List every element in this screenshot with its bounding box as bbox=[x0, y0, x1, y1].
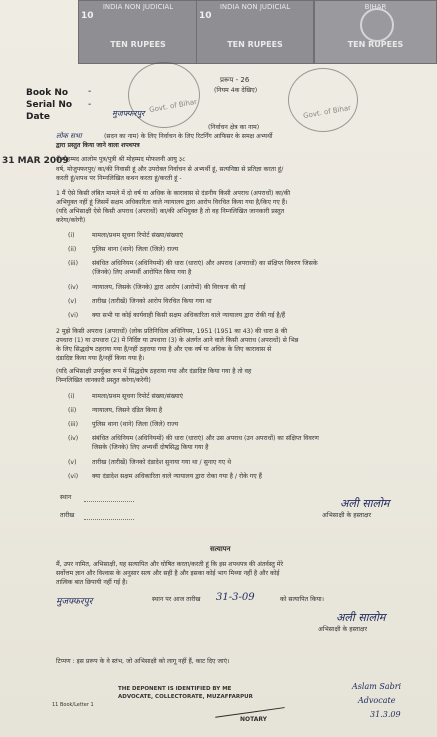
stamp-label: INDIA NON JUDICIAL bbox=[219, 3, 291, 11]
advocate-title: Advocate bbox=[358, 696, 396, 705]
verification-place: मुजफ्फरपुर bbox=[56, 597, 93, 607]
para1-item-text: मामला/प्रथम सूचना रिपोर्ट संख्या/संख्याएं bbox=[92, 232, 183, 239]
notary-line-2: ADVOCATE, COLLECTORATE, MUZAFFARPUR bbox=[118, 694, 253, 700]
para2-item-text: तारीख (तारीखें) जिनको दंडादेश सुनाया गया था / सुनाए गए थे bbox=[92, 459, 232, 466]
stamp-label: BIHAR bbox=[364, 3, 387, 11]
date-value: मुजफ्फरपुर bbox=[112, 109, 145, 118]
para1-item-text: (जिनके) लिए अभ्यर्थी आरोपित किया गया है bbox=[92, 269, 192, 276]
intro-line-2: द्वारा प्रस्तुत किया जाने वाला शपथपत्र bbox=[56, 142, 140, 149]
verification-line: मैं, उपर नामित, अभिसाक्षी, यह सत्यापित और घोषित करता/करती हूं कि इस शपथपत्र की अंतर्वस्तु मेरे bbox=[56, 561, 284, 568]
deponent-signature-1: अली सालोम bbox=[340, 497, 390, 510]
signature-caption-1: अभिसाक्षी के हस्ताक्षर bbox=[322, 512, 371, 519]
stamp-value: TEN RUPEES bbox=[227, 40, 283, 49]
para2-item-num: (iv) bbox=[68, 435, 79, 442]
date-line bbox=[84, 519, 134, 520]
verification-line-text: स्थान पर आज तारीख bbox=[152, 596, 201, 603]
book-no-label: Book No bbox=[26, 88, 69, 98]
statement-line: करती हूं/शपथ पर निम्नलिखित कथन करता हूं/करती हूं - bbox=[56, 175, 182, 182]
para1-item-num: (vi) bbox=[68, 312, 79, 319]
date-label-bottom: तारीख bbox=[60, 512, 75, 519]
para2-line: (यदि अभिसाक्षी उपर्युक्त रूप में सिद्धदोष ठहराया गया और दंडादिष्ट किया गया है तो वह bbox=[56, 368, 252, 375]
para2-item-num: (vi) bbox=[68, 473, 79, 480]
serial-no-label: Serial No bbox=[26, 100, 73, 110]
verification-title: सत्यापन bbox=[210, 545, 231, 553]
para2-line: के लिए सिद्धदोष ठहराया गया है/नहीं ठहराया गया है और एक वर्ष या अधिक के लिए कारावास से bbox=[56, 346, 272, 353]
para2-item-text: क्या दंडादेश सक्षम अधिकारिता वाले न्यायालय द्वारा रोका गया है / रोके गए हैं bbox=[92, 473, 262, 480]
stamp-label: INDIA NON JUDICIAL bbox=[102, 3, 174, 11]
para2-item-num: (v) bbox=[68, 459, 77, 466]
para1-item-text: पुलिस थाना (थाने) जिला (जिले) राज्य bbox=[92, 246, 179, 253]
para2-item-text: संबंधित अधिनियम (अधिनियमों) की धारा (धाराएं) और उस अपराध (उन अपराधों) का संक्षिप्त विवरण bbox=[92, 435, 319, 442]
para1-line: 1 मैं ऐसे किसी लंबित मामले में दो वर्ष या अधिक के कारावास से दंडनीय किसी अपराध (अपराधों) का/की bbox=[56, 190, 291, 197]
para2-item-num: (i) bbox=[68, 393, 75, 400]
note: टिप्पण : इस प्ररूप के वे स्तंभ, जो अभिसाक्षी को लागू नहीं हैं, काट दिए जाएं। bbox=[56, 658, 230, 665]
stamp-emblem-icon bbox=[360, 8, 394, 42]
stamp-value: TEN RUPEES bbox=[347, 40, 404, 49]
book-no-value: - bbox=[88, 86, 92, 97]
para2-line: 2 मुझे किसी अपराध (अपराधों) (लोक प्रतिनिधित्व अधिनियम, 1951 (1951 का 43) की धारा 8 की bbox=[56, 328, 288, 335]
place-line bbox=[84, 501, 134, 502]
round-seal-icon bbox=[288, 68, 358, 132]
para1-item-text: संबंधित अधिनियम (अधिनियमों) की धारा (धाराएं) और अपराध (अपराधों) का संक्षिप्त विवरण जिसके bbox=[92, 260, 318, 267]
handwritten-date-left: 31 MAR 2009 bbox=[2, 156, 69, 166]
para1-item-num: (i) bbox=[68, 232, 75, 239]
para1-line: अभियुक्त नहीं हूं जिसमें सक्षम अधिकारिता वाले न्यायालय द्वारा आरोप विरचित किया गया है/किए गए हैं। bbox=[56, 199, 288, 206]
advocate-signature: Aslam Sabri bbox=[352, 682, 402, 691]
serial-no-value: - bbox=[88, 99, 92, 110]
verification-line: तात्विक बात छिपायी नहीं गई है। bbox=[56, 579, 128, 586]
intro-line-1: (सदन का नाम) के लिए निर्वाचन के लिए रिटर्निंग आफिसर के समक्ष अभ्यर्थी bbox=[104, 133, 273, 140]
date-label: Date bbox=[26, 112, 50, 122]
para1-item-text: तारीख (तारीखें) जिनको आरोप विरचित किया गया था bbox=[92, 298, 212, 305]
verification-line: सर्वोत्तम ज्ञान और विश्वास के अनुसार सत्य और सही है और इसका कोई भाग मिथ्या नहीं है और कोई bbox=[56, 570, 280, 577]
stamp-number: 10 bbox=[199, 11, 212, 21]
notary-line-1: THE DEPONENT IS IDENTIFIED BY ME bbox=[118, 686, 232, 692]
form-number: प्ररूप - 26 bbox=[220, 76, 250, 84]
para2-item-num: (iii) bbox=[68, 421, 78, 428]
para2-item-text: न्यायालय, जिसने दंडित किया है bbox=[92, 407, 163, 414]
verification-date: 31-3-09 bbox=[216, 592, 255, 603]
para1-item-text: न्यायालय, जिसके (जिनके) द्वारा आरोप (आरोपों) की विरचना की गई bbox=[92, 284, 246, 291]
para2-item-text: मामला/प्रथम सूचना रिपोर्ट संख्या/संख्याएं bbox=[92, 393, 183, 400]
deponent-line: मैं मोहम्मद आलोम पुत्र/पुत्री श्री मोहम्मद मोफलनी आयु ३८ bbox=[56, 156, 186, 163]
constituency-caption: (निर्वाचन क्षेत्र का नाम) bbox=[208, 124, 260, 131]
stamp-paper-2 bbox=[196, 0, 314, 64]
para2-item-text: पुलिस थाना (थाने) जिला (जिले) राज्य bbox=[92, 421, 179, 428]
place-label: स्थान bbox=[60, 494, 72, 501]
stamp-number: 10 bbox=[81, 11, 94, 21]
para2-line: दंडादिष्ट किया गया है/नहीं किया गया है। bbox=[56, 355, 145, 362]
para2-line: उपधारा (1) या उपधारा (2) में निर्दिष्ट या उपधारा (3) के अंतर्गत आने वाले किसी अपराध (अपराधों) से भिन्न bbox=[56, 337, 299, 344]
deponent-signature-2: अली सालोम bbox=[336, 611, 386, 624]
para1-item-num: (v) bbox=[68, 298, 77, 305]
para1-line: करेगा/करेगी) bbox=[56, 217, 86, 224]
para2-item-text: जिसके (जिनके) लिए अभ्यर्थी दोषसिद्ध किया गया है bbox=[92, 444, 209, 451]
seal-text: Govt. of Bihar bbox=[148, 97, 198, 115]
para1-line: (यदि अभिसाक्षी ऐसे किसी अपराध (अपराधों) का/की अभियुक्त है तो वह निम्नलिखित जानकारी प्रस्तुत bbox=[56, 208, 285, 215]
form-subtitle: (नियम 4क देखिए) bbox=[214, 87, 258, 94]
advocate-date: 31.3.09 bbox=[370, 710, 401, 719]
footer-code: 11 Book/Letter 1 bbox=[52, 702, 94, 708]
para2-line: निम्नलिखित जानकारी प्रस्तुत करेगा/करेगी) bbox=[56, 377, 151, 384]
stamp-value: TEN RUPEES bbox=[110, 40, 166, 49]
para1-item-num: (iv) bbox=[68, 284, 79, 291]
notary-line-3: NOTARY bbox=[240, 716, 268, 723]
para1-item-num: (ii) bbox=[68, 246, 77, 253]
signature-caption-2: अभिसाक्षी के हस्ताक्षर bbox=[318, 626, 367, 633]
para1-item-num: (iii) bbox=[68, 260, 78, 267]
para1-item-text: क्या सभी या कोई कार्यवाही किसी सक्षम अधिकारिता वाले न्यायालय द्वारा रोकी गई है/हैं bbox=[92, 312, 286, 319]
seal-text: Govt. of Bihar bbox=[302, 103, 352, 121]
stamp-paper-1 bbox=[78, 0, 198, 64]
address-line: वर्ष, मोजुफ्फरपुर/ का/की निवासी हूं और उपरोक्त निर्वाचन से अभ्यर्थी हूं, सत्यनिष्ठा से प्रतिज्ञा करता हूं/ bbox=[56, 166, 284, 173]
house-name-handwritten: लोक सभा bbox=[56, 132, 82, 140]
para2-item-num: (ii) bbox=[68, 407, 77, 414]
verification-line-end: को सत्यापित किया। bbox=[280, 596, 324, 603]
